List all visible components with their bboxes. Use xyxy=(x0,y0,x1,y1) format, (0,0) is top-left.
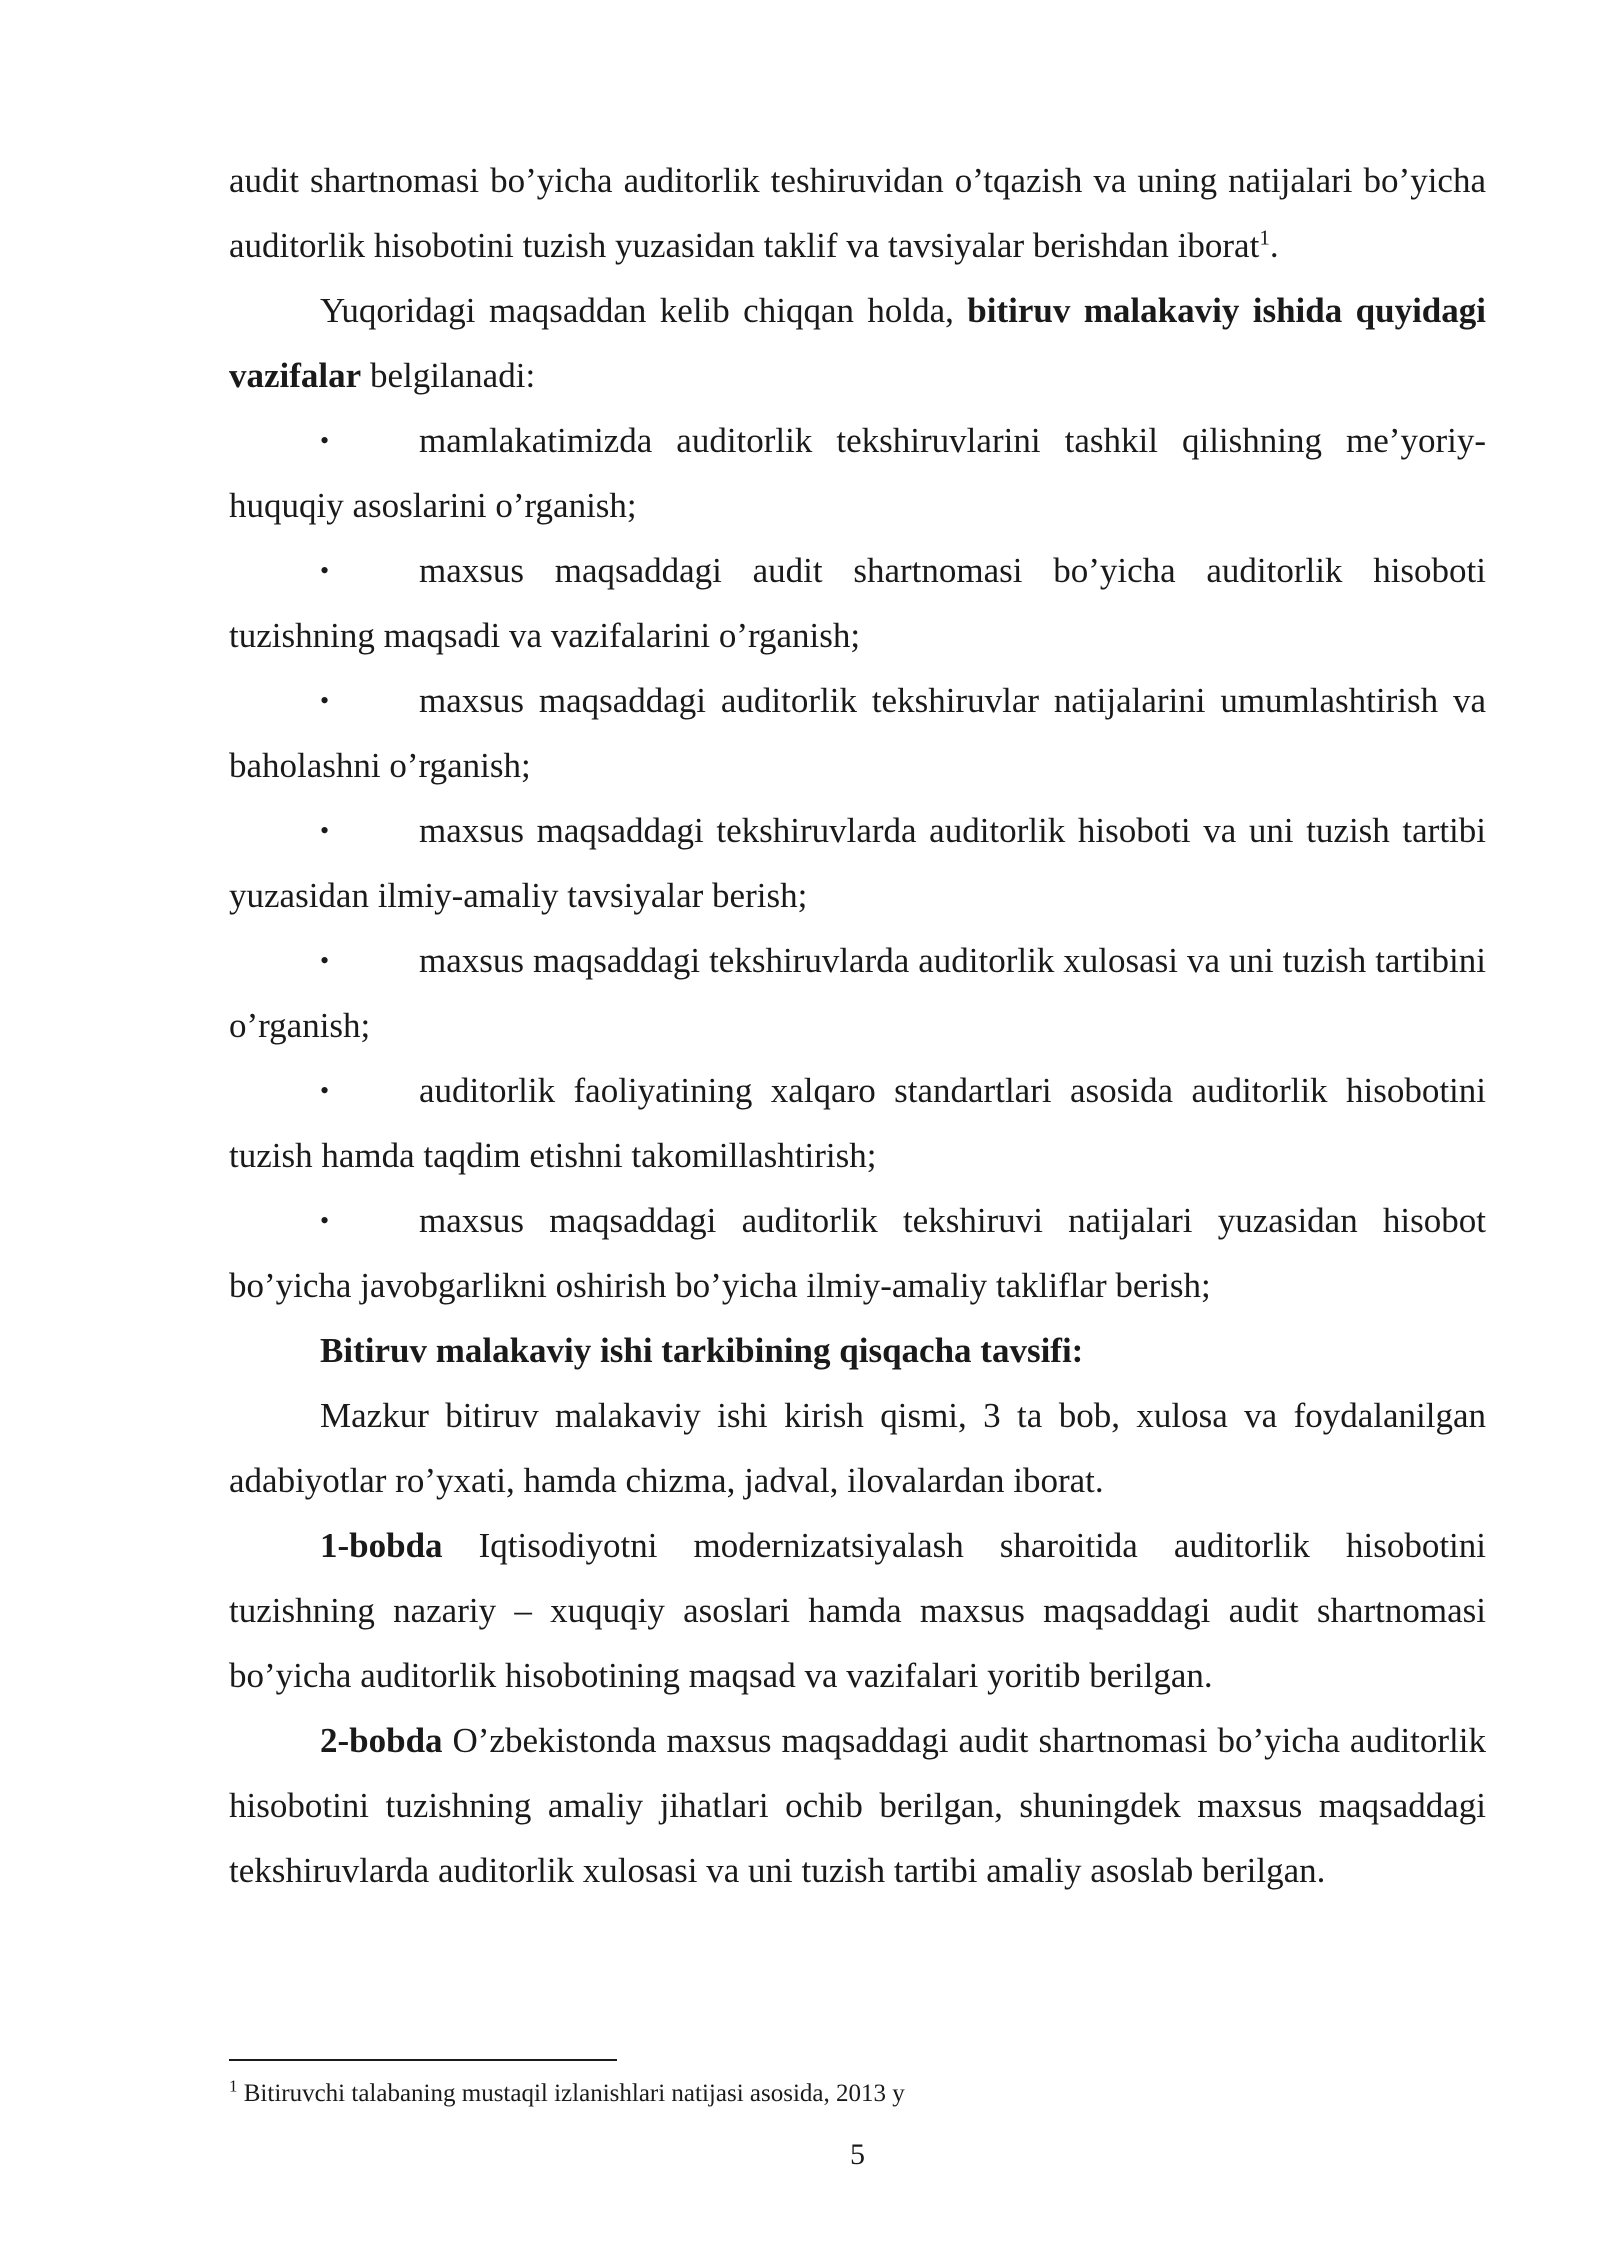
list-item-first-line: maxsus maqsaddagi tekshiruvlarda auditorlik xulosasi va uni tuzish xyxy=(419,941,1367,980)
chapter2-text: O’zbekistonda maxsus maqsaddagi audit shartnomasi bo’yicha auditorlik hisobotini tuzishning amaliy jihatlari ochib berilgan, shuningdek maxsus maqsaddagi tekshiruvlarda auditorlik xulosasi va uni tuzish tartibi amaliy asoslab berilgan. xyxy=(229,1721,1486,1890)
bullet-icon: • xyxy=(320,816,330,845)
list-item xyxy=(229,668,1486,798)
list-item xyxy=(229,1188,1486,1318)
list-item xyxy=(229,408,1486,538)
bullet-icon: • xyxy=(320,1206,330,1235)
list-item-rest: hisobotini tuzish hamda taqdim etishni takomillashtirish; xyxy=(229,1071,1486,1175)
list-item xyxy=(229,1058,1486,1188)
footnote-text: Bitiruvchi talabaning mustaqil izlanishlari natijasi asosida, 2013 y xyxy=(237,2080,905,2107)
bullet-icon: • xyxy=(320,1076,330,1105)
chapter2-label: 2-bobda xyxy=(320,1721,443,1760)
list-item-first-line: maxsus maqsaddagi auditorlik tekshiruvlar natijalarini umumlashtirish xyxy=(419,681,1439,720)
list-item-rest: huquqiy asoslarini o’rganish; xyxy=(229,486,637,525)
list-item-rest: tartibini o’rganish; xyxy=(229,941,1486,1045)
footnote-marker: 1 xyxy=(229,2076,238,2096)
footnote-divider xyxy=(229,2059,617,2061)
list-item-first-line: maxsus maqsaddagi audit shartnomasi bo’yicha auditorlik hisoboti xyxy=(419,551,1486,590)
tasks-paragraph xyxy=(229,278,1486,408)
bullet-icon: • xyxy=(320,946,330,975)
chapter1-text: Iqtisodiyotni modernizatsiyalash sharoitida auditorlik hisobotini tuzishning nazariy – xuquqiy asoslari hamda maxsus maqsaddagi audit shartnomasi bo’yicha auditorlik hisobotining maqsad va vazifalari yoritib berilgan. xyxy=(229,1526,1486,1695)
list-item xyxy=(229,538,1486,668)
intro-paragraph xyxy=(229,148,1486,278)
page-number: 5 xyxy=(850,2138,865,2171)
tasks-bold: bitiruv malakaviy ishida quyidagi vazifalar xyxy=(229,291,1486,395)
task-list xyxy=(229,408,1486,1318)
structure-paragraph: Mazkur bitiruv malakaviy ishi kirish qismi, 3 ta bob, xulosa va foydalanilgan adabiyotlar ro’yxati, hamda chizma, jadval, ilovalardan iborat. xyxy=(229,1396,1486,1500)
list-item xyxy=(229,928,1486,1058)
intro-text: audit shartnomasi bo’yicha auditorlik teshiruvidan o’tqazish va uning natijalari bo’yicha auditorlik hisobotini tuzish yuzasidan taklif va tavsiyalar berishdan iborat xyxy=(229,161,1486,265)
footnote-reference[interactable]: 1 xyxy=(1259,225,1270,250)
list-item-rest: bo’yicha javobgarlikni oshirish bo’yicha ilmiy-amaliy takliflar berish; xyxy=(229,1266,1211,1305)
list-item-rest: va baholashni o’rganish; xyxy=(229,681,1487,785)
list-item-first-line: maxsus maqsaddagi tekshiruvlarda auditorlik hisoboti va uni tuzish xyxy=(419,811,1390,850)
chapter1-label: 1-bobda xyxy=(320,1526,443,1565)
intro-end: . xyxy=(1269,226,1279,265)
list-item-first-line: mamlakatimizda auditorlik tekshiruvlarini tashkil qilishning me’yoriy- xyxy=(419,421,1486,460)
list-item xyxy=(229,798,1486,928)
bullet-icon: • xyxy=(320,556,330,585)
tasks-lead: Yuqoridagi maqsaddan kelib chiqqan holda, xyxy=(320,291,968,330)
document-body xyxy=(229,148,1486,1903)
chapter2-paragraph xyxy=(229,1708,1486,1903)
bullet-icon: • xyxy=(320,426,330,455)
footnote xyxy=(229,2078,1486,2110)
list-item-rest: tartibi yuzasidan ilmiy-amaliy tavsiyalar berish; xyxy=(229,811,1487,915)
structure-heading: Bitiruv malakaviy ishi tarkibining qisqacha tavsifi: xyxy=(320,1331,1084,1370)
list-item-first-line: maxsus maqsaddagi auditorlik tekshiruvi natijalari yuzasidan hisobot xyxy=(419,1201,1486,1240)
tasks-tail: belgilanadi: xyxy=(361,356,536,395)
bullet-icon: • xyxy=(320,686,330,715)
chapter1-paragraph xyxy=(229,1513,1486,1708)
list-item-first-line: auditorlik faoliyatining xalqaro standartlari asosida auditorlik xyxy=(419,1071,1328,1110)
list-item-rest: tuzishning maqsadi va vazifalarini o’rganish; xyxy=(229,616,861,655)
